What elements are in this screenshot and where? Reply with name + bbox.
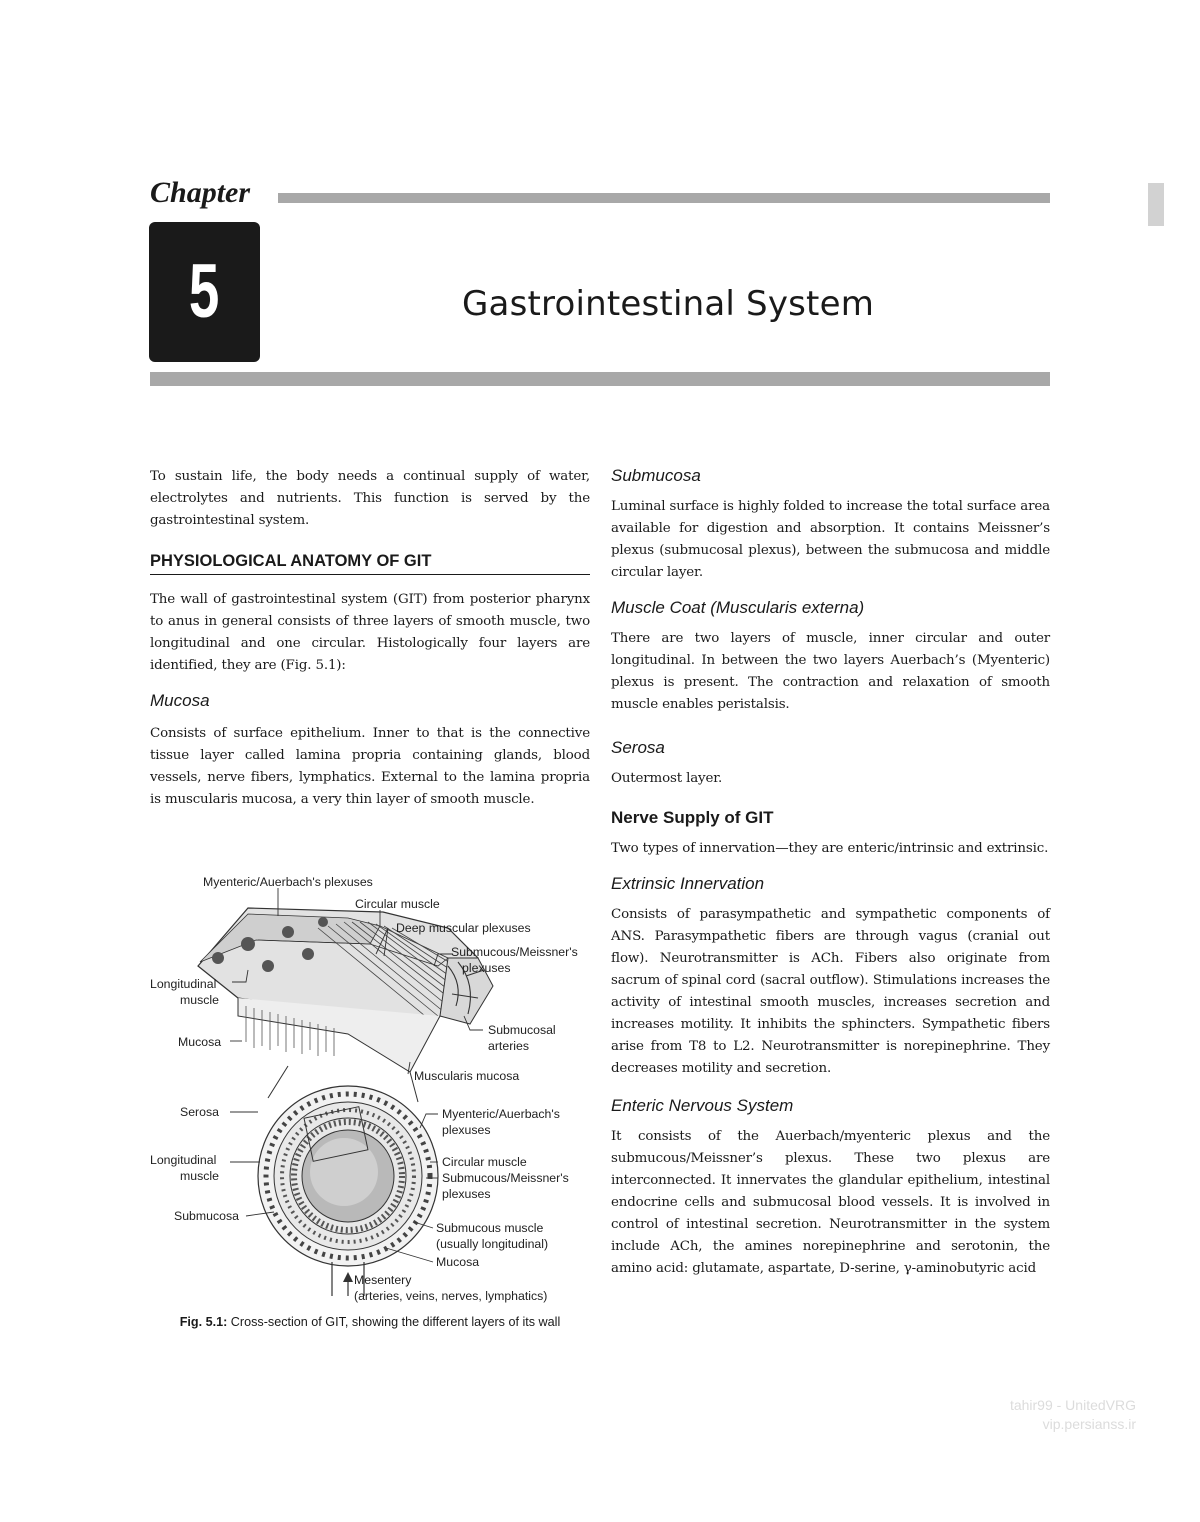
subheading-enteric-nervous-system: Enteric Nervous System	[611, 1096, 794, 1115]
label-submucous-muscle: Submucous muscle	[436, 1221, 544, 1235]
label-longitudinal-top-2: muscle	[180, 993, 219, 1007]
subheading-extrinsic-innervation: Extrinsic Innervation	[611, 874, 765, 893]
chapter-number-box	[149, 222, 260, 362]
figure-caption-text: Cross-section of GIT, showing the different layers of its wall	[227, 1315, 561, 1329]
label-submucous-right-2: plexuses	[442, 1187, 491, 1201]
subheading-mucosa: Mucosa	[150, 691, 210, 710]
enteric-paragraph: It consists of the Auerbach/myenteric plexus and the submucous/Meissner’s plexus. These two plexus are interconnected. It innervates the glandular epithelium, intestinal endocrine cells and submucosal blood vessels. It is involved in control of intestinal secretion. Neurotransmitter in the system include ACh, the amines norepinephrine and serotonin, the amino acid: glutamate, aspartate, D-serine, γ-aminobutyric acid	[611, 1129, 1050, 1276]
page-side-tab	[1148, 183, 1164, 226]
mucosa-paragraph: Consists of surface epithelium. Inner to that is the connective tissue layer called lamina propria containing glands, blood vessels, nerve fibers, lymphatics. External to the lamina propria is muscularis mucosa, a very thin layer of smooth muscle.	[150, 726, 590, 807]
chapter-bottom-rule	[150, 372, 1050, 386]
label-muscularis-mucosa: Muscularis mucosa	[414, 1069, 520, 1083]
label-submucosal-arteries-2: arteries	[488, 1039, 530, 1053]
label-submucous-right: Submucous/Meissner's	[442, 1171, 569, 1185]
label-longitudinal-bottom-2: muscle	[180, 1169, 219, 1183]
extrinsic-paragraph: Consists of parasympathetic and sympathetic components of ANS. Parasympathetic fibers are through vagus (cranial out flow). Neurotransmitter is ACh. Fibers also originate from sacrum of spinal cord (sacral outflow). Stimulations increases the activity of intestinal smooth muscles, increases secretion and increases motility. It inhibits the sphincters. Sympathetic fibers arise from T8 to L2. Neurotransmitter is norepinephrine. They decreases motility and secretion.	[611, 907, 1050, 1076]
subheading-submucosa: Submucosa	[611, 466, 701, 485]
left-column	[150, 466, 590, 811]
label-longitudinal-bottom: Longitudinal	[150, 1153, 217, 1167]
label-submucous-muscle-2: (usually longitudinal)	[436, 1237, 549, 1251]
label-serosa: Serosa	[180, 1105, 219, 1119]
right-column	[611, 466, 1050, 1280]
label-longitudinal-top: Longitudinal	[150, 977, 217, 991]
muscle-coat-paragraph: There are two layers of muscle, inner circular and outer longitudinal. In between the two layers Auerbach’s (Myenteric) plexus is present. The contraction and relaxation of smooth muscle enables peristalsis.	[611, 631, 1050, 712]
label-myenteric-right-2: plexuses	[442, 1123, 491, 1137]
cross-section-illustration	[258, 1066, 438, 1296]
section-heading-physiological-anatomy: PHYSIOLOGICAL ANATOMY OF GIT	[150, 552, 590, 575]
label-deep-plexuses: Deep muscular plexuses	[396, 921, 531, 935]
chapter-number: 5	[189, 249, 220, 334]
label-mesentery: Mesentery	[354, 1273, 412, 1287]
label-myenteric-top: Myenteric/Auerbach's plexuses	[203, 875, 373, 889]
figure-git-cross-section	[148, 866, 588, 1306]
label-circular-top: Circular muscle	[355, 897, 440, 911]
label-submucous-meissner-top-2: plexuses	[462, 961, 511, 975]
chapter-top-rule	[278, 193, 1050, 203]
label-circular-right: Circular muscle	[442, 1155, 527, 1169]
label-submucosal-arteries: Submucosal	[488, 1023, 556, 1037]
submucosa-paragraph: Luminal surface is highly folded to increase the total surface area available for digestion and absorption. It contains Meissner’s plexus (submucosal plexus), between the submucosa and middle circular layer.	[611, 499, 1050, 580]
label-mesentery-2: (arteries, veins, nerves, lymphatics)	[354, 1289, 548, 1303]
git-diagram	[148, 866, 588, 1306]
watermark-line-2: vip.persianss.ir	[1042, 1416, 1136, 1432]
watermark	[900, 1396, 1136, 1434]
watermark-line-1: tahir99 - UnitedVRG	[1009, 1397, 1136, 1413]
intro-paragraph: To sustain life, the body needs a continual supply of water, electrolytes and nutrients. This function is served by the gastrointestinal system.	[150, 469, 590, 528]
nerve-supply-paragraph: Two types of innervation—they are enteric/intrinsic and extrinsic.	[611, 841, 1049, 856]
chapter-label: Chapter	[150, 176, 251, 209]
chapter-title: Gastrointestinal System	[462, 284, 875, 324]
subheading-nerve-supply: Nerve Supply of GIT	[611, 808, 774, 827]
anatomy-paragraph: The wall of gastrointestinal system (GIT) from posterior pharynx to anus in general consists of three layers of smooth muscle, two longitudinal and one circular. Histologically four layers are identified, they are (Fig. 5.1):	[150, 592, 590, 673]
serosa-paragraph: Outermost layer.	[611, 771, 723, 786]
figure-caption-label: Fig. 5.1:	[179, 1315, 228, 1329]
figure-caption	[150, 1313, 590, 1331]
label-myenteric-right: Myenteric/Auerbach's	[442, 1107, 560, 1121]
label-submucous-meissner-top: Submucous/Meissner's	[451, 945, 578, 959]
subheading-muscle-coat: Muscle Coat (Muscularis externa)	[611, 598, 865, 617]
label-mucosa-left: Mucosa	[178, 1035, 222, 1049]
label-mucosa-bottom: Mucosa	[436, 1255, 480, 1269]
label-submucosa-left: Submucosa	[174, 1209, 239, 1223]
subheading-serosa: Serosa	[611, 738, 665, 757]
